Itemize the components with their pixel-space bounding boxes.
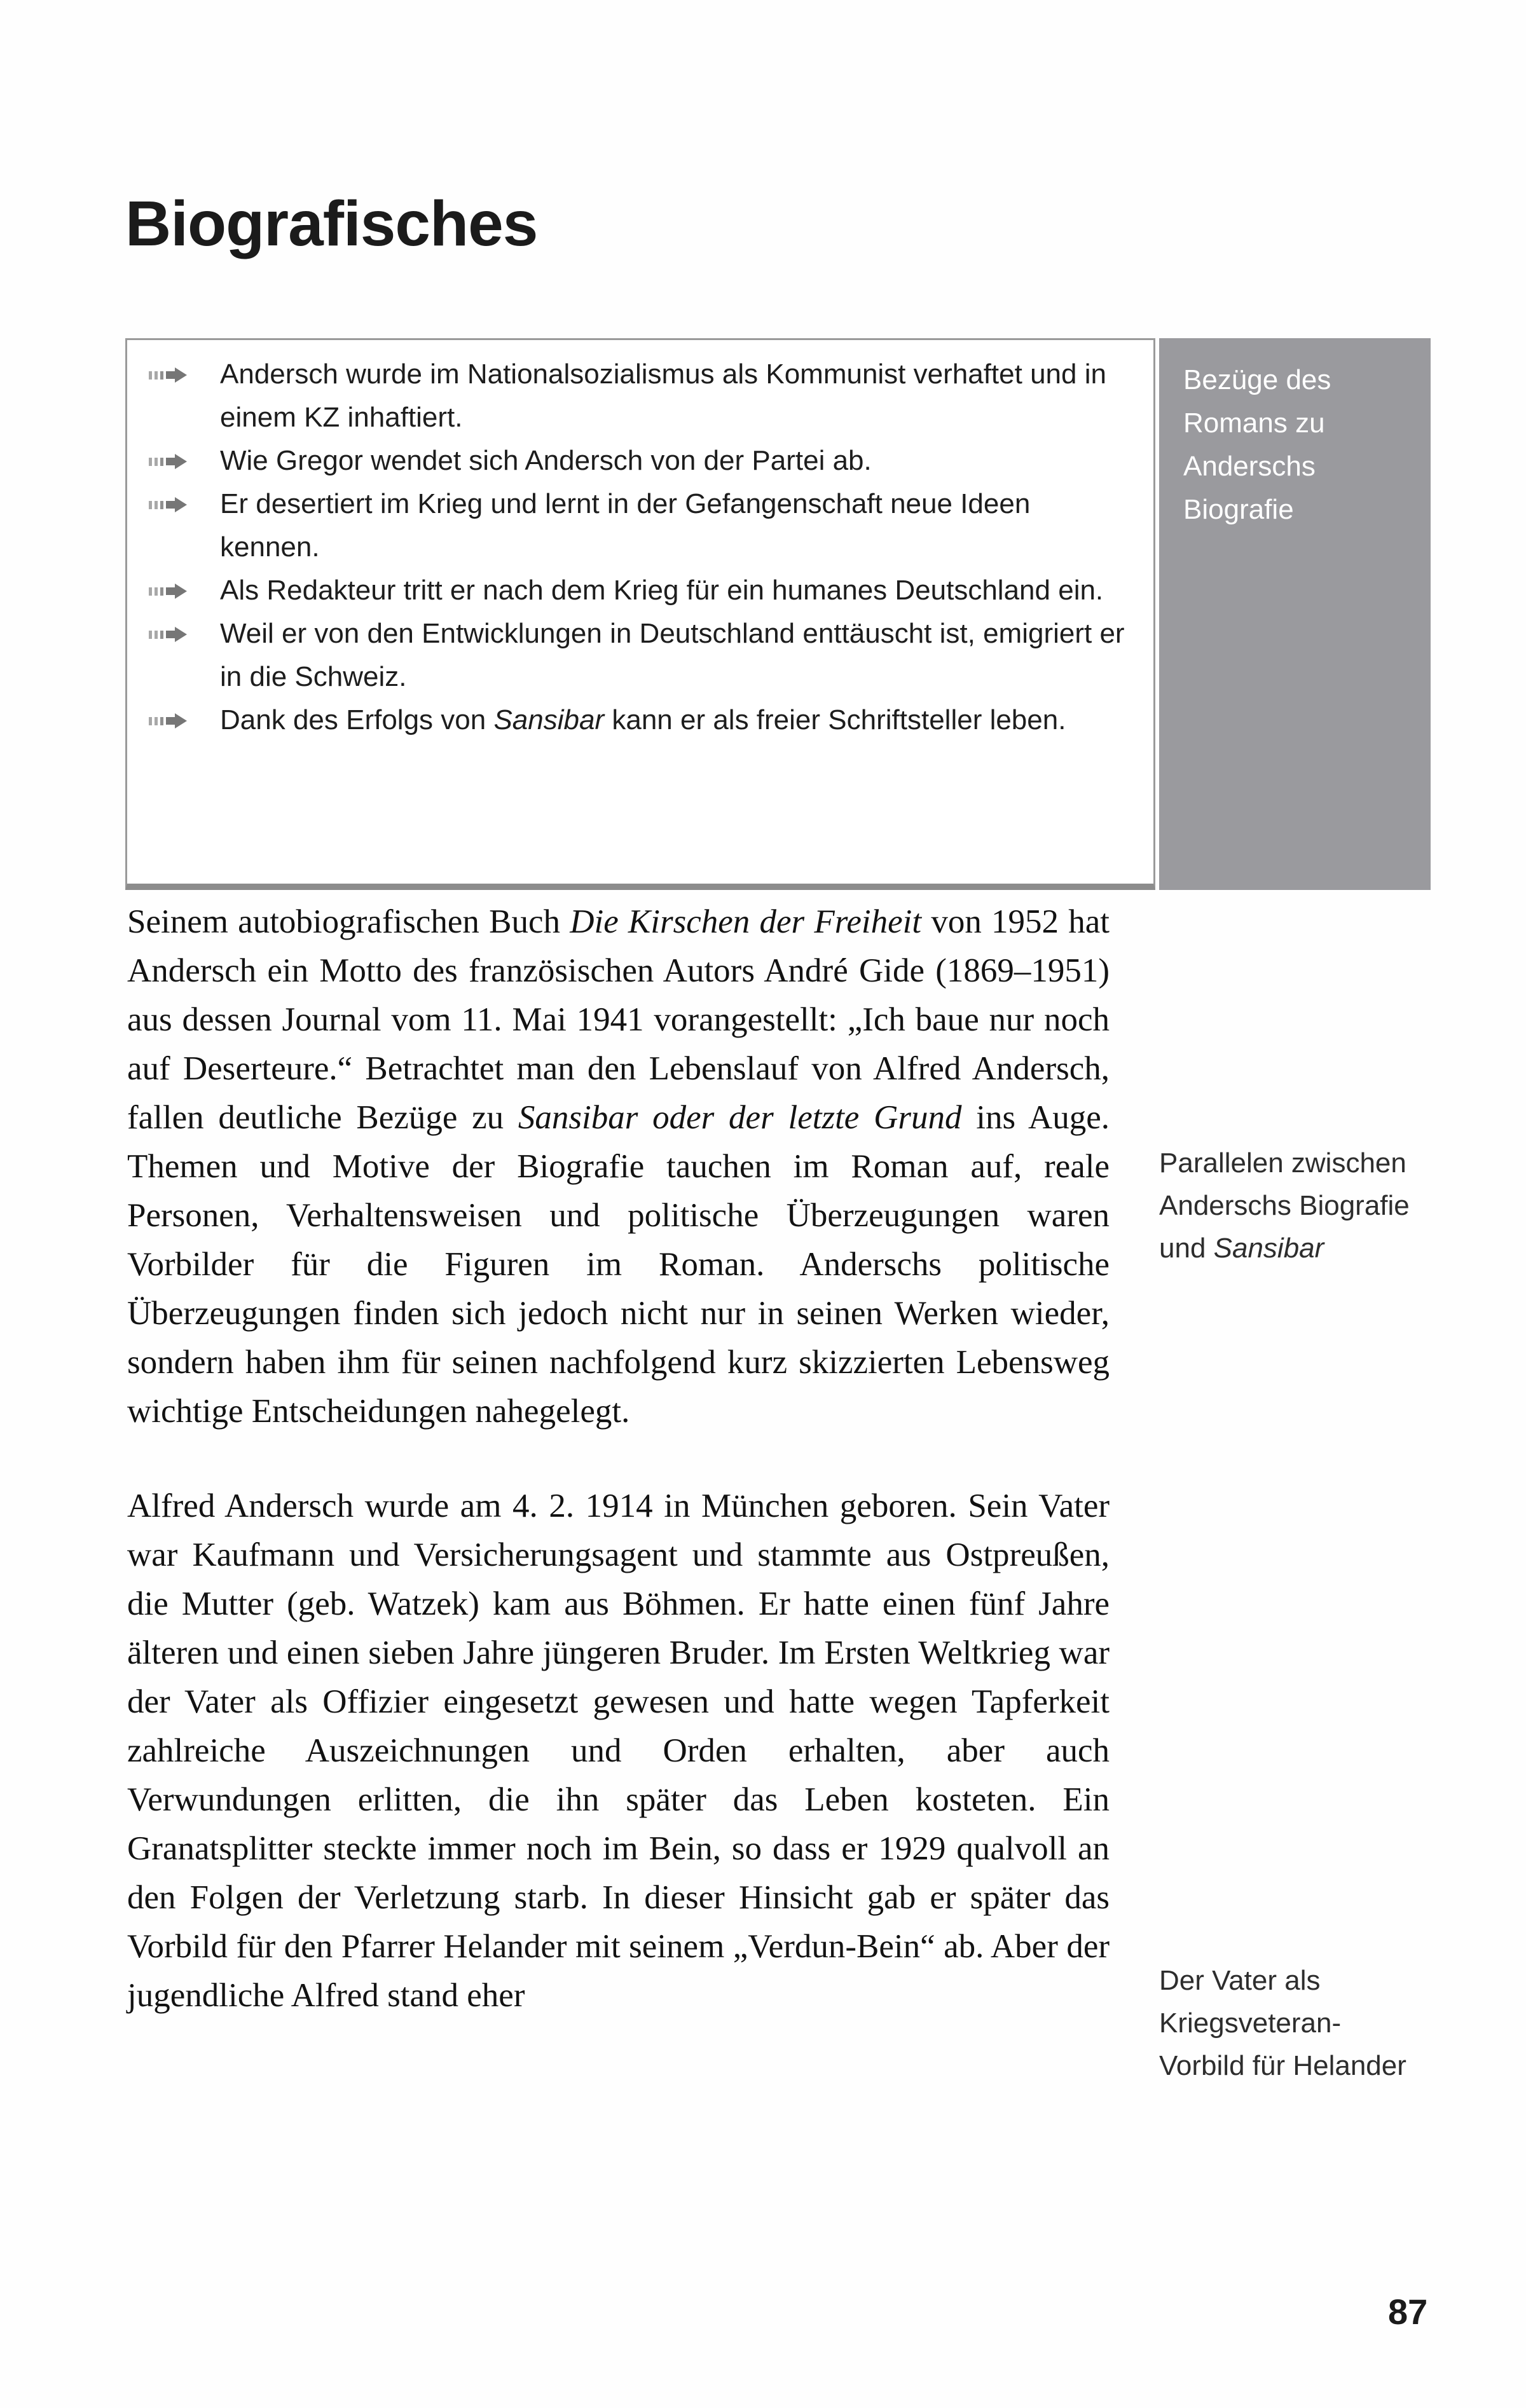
text-run: ins Auge. Themen und Motive der Biografie tauchen im Roman auf, reale Personen, Verhaltensweisen und politische Überzeugungen waren Vorbilder für die Figuren im Roman. Anderschs politische Überzeugungen finden sich jedoch nicht nur in seinen Werken wieder, sondern haben ihm für seinen nachfolgend kurz skizzierten Lebensweg wichtige Entscheidungen nahegelegt. bbox=[127, 1099, 1110, 1430]
italic-text: Sansibar oder der letzte Grund bbox=[518, 1099, 962, 1136]
text-run: von 1952 hat Andersch ein Motto des französischen Autors André Gide (1869–1951) aus dessen Journal vom 11. Mai 1941 vorangestellt: „Ich baue nur noch auf Deserteure.“ Betrachtet man den Lebenslauf von Alfred Andersch, fallen deutliche Bezüge zu bbox=[127, 903, 1110, 1136]
arrow-part bbox=[175, 627, 187, 642]
arrow-part bbox=[160, 587, 163, 596]
info-list-item-text bbox=[220, 699, 1128, 742]
arrow-part bbox=[160, 458, 163, 466]
info-list-item-text bbox=[220, 482, 1128, 569]
arrow-part bbox=[166, 631, 175, 638]
body-text-column bbox=[127, 898, 1110, 2020]
text-run: Wie Gregor wendet sich Andersch von der Partei ab. bbox=[220, 445, 872, 476]
dashed-arrow-bullet-icon bbox=[149, 584, 187, 599]
dashed-arrow-bullet-icon bbox=[149, 627, 187, 642]
info-list-item-text bbox=[220, 612, 1128, 699]
italic-text: Die Kirschen der Freiheit bbox=[570, 903, 922, 940]
arrow-part bbox=[155, 371, 158, 380]
info-list-item bbox=[145, 439, 1128, 482]
summary-section bbox=[125, 338, 1431, 890]
text-run: Dank des Erfolgs von bbox=[220, 704, 494, 735]
info-list-item-text bbox=[220, 569, 1128, 612]
italic-text: Sansibar bbox=[1213, 1233, 1324, 1264]
arrow-part bbox=[155, 587, 158, 596]
margin-note-parallelen bbox=[1159, 1142, 1426, 1269]
arrow-part bbox=[155, 717, 158, 725]
page-title: Biografisches bbox=[125, 188, 538, 259]
text-run: Der Vater als Kriegsveteran-Vorbild für Helander bbox=[1159, 1965, 1406, 2081]
text-run: Seinem autobiografischen Buch bbox=[127, 903, 570, 940]
arrow-part bbox=[166, 717, 175, 725]
arrow-part bbox=[160, 717, 163, 725]
sidebar-label: Bezüge des Romans zu Anderschs Biografie bbox=[1183, 364, 1331, 525]
arrow-part bbox=[149, 371, 152, 380]
margin-note-vater bbox=[1159, 1959, 1426, 2087]
arrow-part bbox=[160, 501, 163, 509]
arrow-part bbox=[166, 458, 175, 465]
info-list-item bbox=[145, 612, 1128, 699]
info-list-item bbox=[145, 699, 1128, 742]
arrow-part bbox=[155, 631, 158, 639]
arrow-part bbox=[155, 501, 158, 509]
paragraph-motto bbox=[127, 898, 1110, 1436]
arrow-part bbox=[175, 584, 187, 599]
paragraph-birth-family bbox=[127, 1482, 1110, 2020]
info-list-item bbox=[145, 353, 1128, 439]
dashed-arrow-bullet-icon bbox=[149, 454, 187, 469]
text-run: Als Redakteur tritt er nach dem Krieg für ein humanes Deutschland ein. bbox=[220, 575, 1104, 606]
arrow-part bbox=[149, 631, 152, 639]
text-run: Weil er von den Entwicklungen in Deutschland enttäuscht ist, emigriert er in die Schweiz. bbox=[220, 618, 1125, 692]
arrow-part bbox=[155, 458, 158, 466]
arrow-part bbox=[160, 371, 163, 380]
text-run: Er desertiert im Krieg und lernt in der Gefangenschaft neue Ideen kennen. bbox=[220, 488, 1031, 563]
arrow-part bbox=[149, 501, 152, 509]
text-run: Alfred Andersch wurde am 4. 2. 1914 in München geboren. Sein Vater war Kaufmann und Versicherungsagent und stammte aus Ostpreußen, die Mutter (geb. Watzek) kam aus Böhmen. Er hatte einen fünf Jahre älteren und einen sieben Jahre jüngeren Bruder. Im Ersten Weltkrieg war der Vater als Offizier eingesetzt gewesen und hatte wegen Tapferkeit zahlreiche Auszeichnungen und Orden erhalten, aber auch Verwundungen erlitten, die ihn später das Leben kosteten. Ein Granatsplitter steckte immer noch im Bein, so dass er 1929 qualvoll an den Folgen der Verletzung starb. In dieser Hinsicht gab er später das Vorbild für den Pfarrer Helander mit seinem „Verdun-Bein“ ab. Aber der jugendliche Alfred stand eher bbox=[127, 1488, 1110, 2014]
text-run: Andersch wurde im Nationalsozialismus als Kommunist verhaftet und in einem KZ inhaftiert. bbox=[220, 359, 1106, 433]
info-list-item bbox=[145, 569, 1128, 612]
summary-box bbox=[125, 338, 1155, 890]
arrow-part bbox=[175, 713, 187, 729]
arrow-part bbox=[166, 501, 175, 509]
dashed-arrow-bullet-icon bbox=[149, 497, 187, 512]
arrow-part bbox=[149, 458, 152, 466]
text-run: Parallelen zwischen Anderschs Biografie und bbox=[1159, 1147, 1410, 1264]
sidebar-label-box bbox=[1159, 338, 1431, 890]
arrow-part bbox=[166, 371, 175, 379]
page-number: 87 bbox=[1388, 2292, 1428, 2332]
arrow-part bbox=[175, 497, 187, 512]
dashed-arrow-bullet-icon bbox=[149, 713, 187, 729]
text-run: kann er als freier Schriftsteller leben. bbox=[604, 704, 1066, 735]
info-list-item-text bbox=[220, 353, 1128, 439]
dashed-arrow-bullet-icon bbox=[149, 367, 187, 383]
arrow-part bbox=[175, 454, 187, 469]
arrow-part bbox=[149, 717, 152, 725]
info-list-item-text bbox=[220, 439, 1128, 482]
info-list-item bbox=[145, 482, 1128, 569]
info-list bbox=[145, 353, 1128, 742]
arrow-part bbox=[160, 631, 163, 639]
arrow-part bbox=[149, 587, 152, 596]
arrow-part bbox=[166, 587, 175, 595]
arrow-part bbox=[175, 367, 187, 383]
italic-text: Sansibar bbox=[493, 704, 605, 735]
